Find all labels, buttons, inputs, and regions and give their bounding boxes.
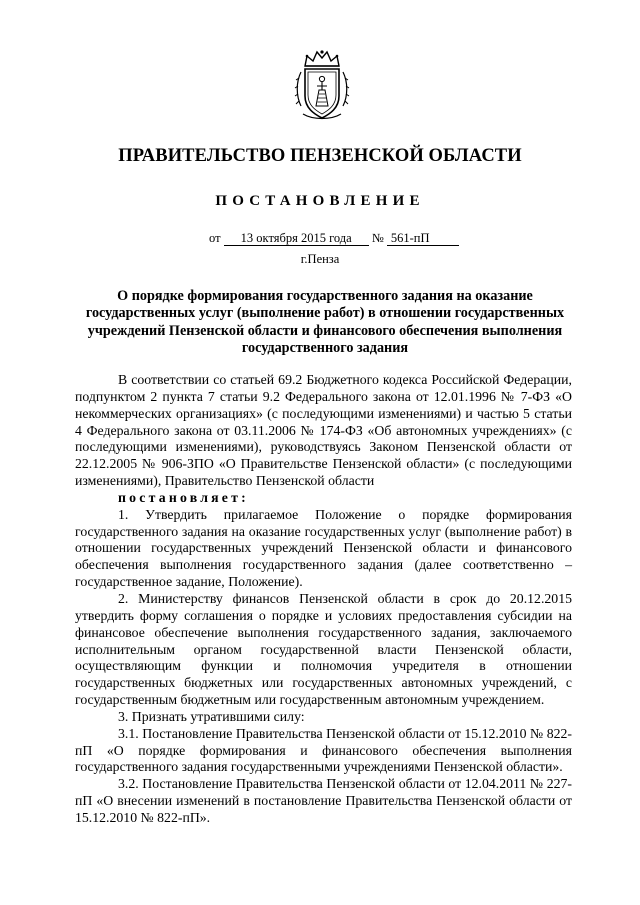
date-prefix: от xyxy=(209,231,221,245)
document-body xyxy=(75,372,572,827)
document-type: ПОСТАНОВЛЕНИЕ xyxy=(215,193,425,209)
penza-coat-of-arms-icon xyxy=(293,48,351,122)
item-3-2: 3.2. Постановление Правительства Пензенской области от 12.04.2011 № 227-пП «О внесении изменений в постановление Правительства Пензенской области от 15.12.2010 № 822-пП». xyxy=(75,776,572,825)
item-1: 1. Утвердить прилагаемое Положение о порядке формирования государственного задания на оказание государственных услуг (выполнение работ) в отношении государственных учреждений Пензенской области и финансового обеспечения выполнения государственного задания (далее соответственно – государственное задание, Положение). xyxy=(75,506,572,590)
item-3-1: 3.1. Постановление Правительства Пензенской области от 15.12.2010 № 822-пП «О порядке формирования и финансового обеспечения выполнения государственного задания государственными учреждениями Пензенской области». xyxy=(75,725,572,775)
preamble-paragraph: В соответствии со статьей 69.2 Бюджетного кодекса Российской Федерации, подпунктом 2 пункта 7 статьи 9.2 Федерального закона от 12.01.1996 № 7-ФЗ «О некоммерческих организациях» (с последующими изменениями) и частью 5 статьи 4 Федерального закона от 03.11.2006 № 174-ФЗ «Об автономных учреждениях» (с последующими изменениями), руководствуясь Законом Пензенской области от 22.12.2005 № 906-ЗПО «О Правительстве Пензенской области» (с последующими изменениями), Правительство Пензенской области xyxy=(75,372,572,489)
item-3: 3. Признать утратившими силу: xyxy=(118,708,305,724)
government-name: ПРАВИТЕЛЬСТВО ПЕНЗЕНСКОЙ ОБЛАСТИ xyxy=(118,146,522,166)
date-number-line xyxy=(209,231,459,246)
city-name: г.Пенза xyxy=(300,252,340,266)
item-2: 2. Министерству финансов Пензенской области в срок до 20.12.2015 утвердить форму соглашения о порядке и условиях предоставления субсидии на финансовое обеспечение выполнения государственного задания, заключаемого исполнительным органом государственной власти Пензенской области, осуществляющим функции и полномочия учредителя в отношении государственных бюджетных или государственных автономных учреждений, с государственным бюджетным или государственным автономным учреждением. xyxy=(75,590,572,708)
number-prefix: № xyxy=(371,231,384,245)
document-number: 561-пП xyxy=(387,232,459,246)
document-title: О порядке формирования государственного задания на оказание государственных услуг (выполнение работ) в отношении государственных учреждений Пензенской области и финансового обеспечения выполнения государственного задания xyxy=(85,288,565,357)
document-date: 13 октября 2015 года xyxy=(224,232,369,246)
decree-word: постановляет: xyxy=(118,489,249,505)
